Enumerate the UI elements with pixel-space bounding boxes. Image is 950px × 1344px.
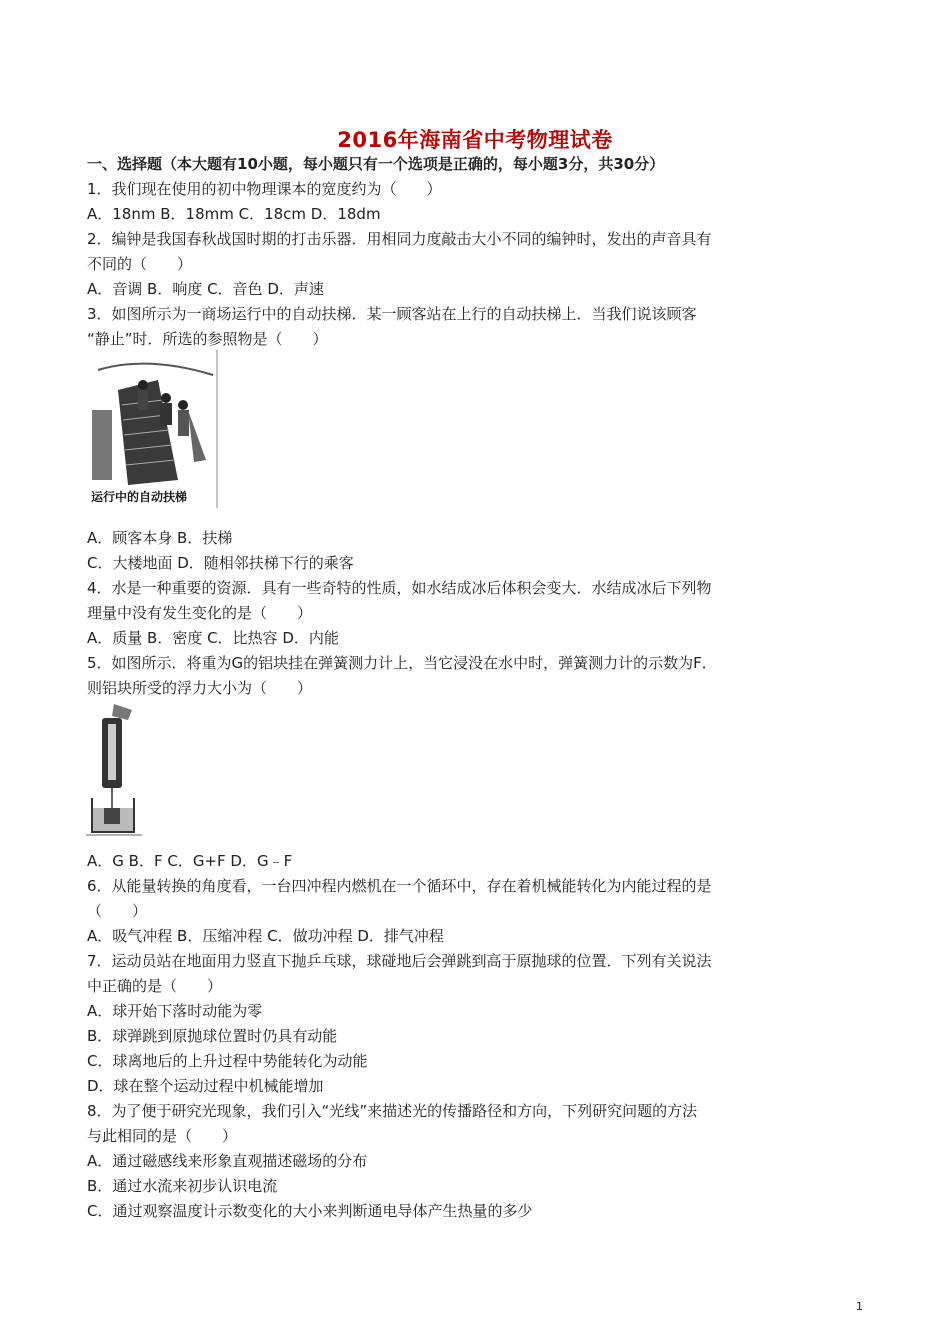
question-7-option-c: C．球离地后的上升过程中势能转化为动能 xyxy=(87,1052,368,1070)
question-6-options: A．吸气冲程 B．压缩冲程 C．做功冲程 D．排气冲程 xyxy=(87,927,444,945)
escalator-caption: 运行中的自动扶梯 xyxy=(91,490,188,504)
question-4-options: A．质量 B．密度 C．比热容 D．内能 xyxy=(87,629,339,647)
question-2: 2．编钟是我国春秋战国时期的打击乐器．用相同力度敲击大小不同的编钟时，发出的声音具有 xyxy=(87,230,712,248)
question-8-option-c: C．通过观察温度计示数变化的大小来判断通电导体产生热量的多少 xyxy=(87,1202,533,1220)
question-3-options-a: A．顾客本身 B．扶梯 xyxy=(87,529,233,547)
page-number: 1 xyxy=(856,1300,863,1313)
escalator-figure xyxy=(88,350,220,510)
question-7: 7．运动员站在地面用力竖直下抛乒乓球，球碰地后会弹跳到高于原抛球的位置．下列有关说法 xyxy=(87,952,712,970)
question-8-option-a: A．通过磁感线来形象直观描述磁场的分布 xyxy=(87,1152,368,1170)
question-5: 5．如图所示．将重为G的铝块挂在弹簧测力计上，当它浸没在水中时，弹簧测力计的示数为F． xyxy=(87,654,717,672)
question-7-cont: 中正确的是（ ） xyxy=(87,977,223,995)
question-6-cont: （ ） xyxy=(87,902,148,920)
question-7-option-b: B．球弹跳到原抛球位置时仍具有动能 xyxy=(87,1027,338,1045)
section-heading: 一、选择题（本大题有10小题，每小题只有一个选项是正确的，每小题3分，共30分） xyxy=(87,155,665,173)
question-5-options: A．G B．F C．G+F D．G﹣F xyxy=(87,852,293,870)
question-7-option-d: D．球在整个运动过程中机械能增加 xyxy=(87,1077,324,1095)
question-5-cont: 则铝块所受的浮力大小为（ ） xyxy=(87,679,313,697)
spring-scale-figure xyxy=(84,700,144,840)
question-4: 4．水是一种重要的资源．具有一些奇特的性质，如水结成冰后体积会变大．水结成冰后下列物 xyxy=(87,579,712,597)
question-3-options-c: C．大楼地面 D．随相邻扶梯下行的乘客 xyxy=(87,554,354,572)
question-8-option-b: B．通过水流来初步认识电流 xyxy=(87,1177,278,1195)
question-4-cont: 理量中没有发生变化的是（ ） xyxy=(87,604,313,622)
question-8: 8．为了便于研究光现象，我们引入“光线”来描述光的传播路径和方向，下列研究问题的方法 xyxy=(87,1102,698,1120)
question-2-cont: 不同的（ ） xyxy=(87,255,193,273)
question-2-options: A．音调 B．响度 C．音色 D．声速 xyxy=(87,280,324,298)
question-1-options: A．18nm B．18mm C．18cm D．18dm xyxy=(87,205,381,223)
page-title: 2016年海南省中考物理试卷 xyxy=(337,128,613,152)
question-3: 3．如图所示为一商场运行中的自动扶梯．某一顾客站在上行的自动扶梯上．当我们说该顾客 xyxy=(87,305,697,323)
question-6: 6．从能量转换的角度看，一台四冲程内燃机在一个循环中，存在着机械能转化为内能过程的是 xyxy=(87,877,712,895)
question-1: 1．我们现在使用的初中物理课本的宽度约为（ ） xyxy=(87,180,442,198)
question-7-option-a: A．球开始下落时动能为零 xyxy=(87,1002,263,1020)
question-8-cont: 与此相同的是（ ） xyxy=(87,1127,238,1145)
question-3-cont: “静止”时．所选的参照物是（ ） xyxy=(87,330,328,348)
